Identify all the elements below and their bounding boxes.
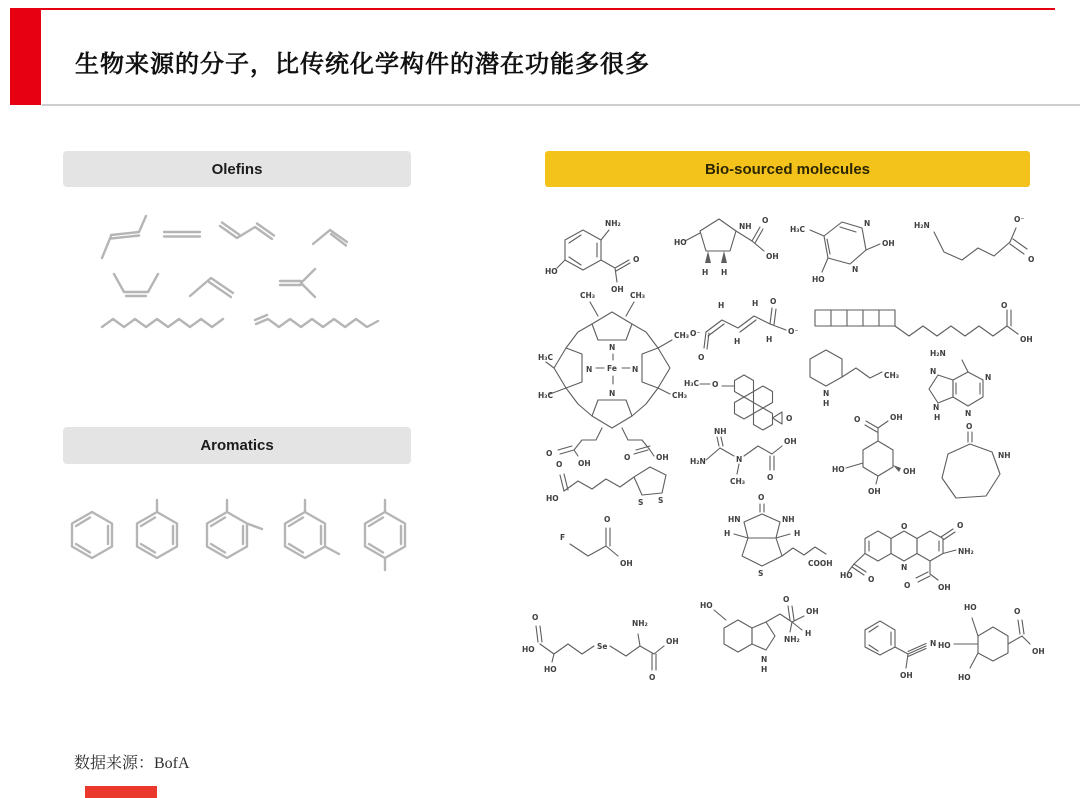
red-bottom-accent [85, 786, 157, 798]
svg-text:OH: OH [578, 459, 591, 468]
molecule-lipoic-acid [546, 445, 696, 507]
cis-2-butene-icon [114, 274, 158, 296]
trans-2-butene-icon [102, 216, 146, 258]
isobutylene-icon [280, 269, 315, 297]
svg-text:H: H [721, 268, 728, 277]
svg-text:HO: HO [958, 673, 971, 682]
svg-text:OH: OH [620, 559, 633, 568]
svg-text:HO: HO [832, 465, 845, 474]
svg-text:O: O [783, 595, 790, 604]
svg-text:O: O [770, 297, 777, 306]
molecule-amino-hydroxybenzoic-acid [545, 212, 665, 292]
svg-text:O⁻: O⁻ [1014, 215, 1025, 224]
svg-text:HO: HO [674, 238, 687, 247]
svg-text:H₂N: H₂N [914, 221, 930, 230]
svg-text:CH₃: CH₃ [730, 477, 746, 486]
molecule-hydroxyproline [672, 205, 787, 293]
svg-text:N: N [852, 265, 859, 274]
svg-text:HO: HO [840, 571, 853, 580]
toluene-icon [137, 500, 177, 558]
svg-text:H: H [823, 399, 830, 408]
svg-text:Se: Se [597, 642, 608, 651]
svg-text:H: H [766, 335, 773, 344]
svg-text:HO: HO [544, 665, 557, 674]
svg-text:OH: OH [1032, 647, 1045, 656]
svg-text:N: N [930, 367, 937, 376]
svg-text:H₃C: H₃C [790, 225, 806, 234]
svg-text:O: O [904, 581, 911, 590]
svg-text:HO: HO [964, 603, 977, 612]
svg-text:O: O [712, 380, 719, 389]
molecule-aminobutyric-acid [910, 208, 1040, 283]
svg-text:O: O [633, 255, 640, 264]
svg-text:O: O [1014, 607, 1021, 616]
svg-text:H: H [724, 529, 731, 538]
svg-text:S: S [758, 569, 764, 578]
svg-text:N: N [609, 389, 616, 398]
svg-text:NH: NH [782, 515, 795, 524]
svg-text:H₂N: H₂N [690, 457, 706, 466]
page-title: 生物来源的分子，比传统化学构件的潜在功能多很多 [75, 51, 650, 78]
svg-text:O: O [767, 473, 774, 482]
svg-text:O: O [649, 673, 656, 682]
svg-text:O: O [868, 575, 875, 584]
svg-text:CH₃: CH₃ [630, 291, 646, 300]
svg-text:H: H [702, 268, 709, 277]
svg-text:H: H [934, 413, 941, 422]
svg-text:HO: HO [700, 601, 713, 610]
svg-text:N: N [609, 343, 616, 352]
p-xylene-icon [365, 500, 405, 570]
long-chain-olefin-2-icon [255, 315, 378, 327]
svg-text:CH₃: CH₃ [674, 331, 690, 340]
svg-text:H₃C: H₃C [684, 379, 700, 388]
svg-text:H₃C: H₃C [538, 353, 554, 362]
svg-text:H: H [805, 629, 812, 638]
svg-text:OH: OH [656, 453, 669, 462]
svg-text:O: O [698, 353, 705, 362]
svg-text:OH: OH [766, 252, 779, 261]
svg-text:H: H [761, 665, 768, 674]
svg-text:CH₃: CH₃ [672, 391, 688, 400]
title-divider [42, 104, 1080, 106]
svg-text:N: N [965, 409, 972, 418]
svg-text:OH: OH [1020, 335, 1033, 344]
svg-text:NH: NH [714, 427, 727, 436]
svg-text:O: O [854, 415, 861, 424]
svg-text:NH: NH [998, 451, 1011, 460]
svg-text:H₂N: H₂N [930, 349, 946, 358]
molecule-cinnabarinic-acid [840, 498, 1015, 593]
svg-text:O: O [786, 414, 793, 423]
bio-header-label: Bio-sourced molecules [704, 160, 871, 178]
butadiene-icon [220, 223, 274, 240]
svg-text:OH: OH [784, 437, 797, 446]
svg-text:N: N [761, 655, 768, 664]
svg-text:O: O [957, 521, 964, 530]
molecule-methylpyrimidine-diol [790, 210, 905, 288]
svg-text:N: N [586, 365, 593, 374]
svg-text:N: N [901, 563, 908, 572]
svg-text:O: O [758, 493, 765, 502]
svg-text:H₃C: H₃C [538, 391, 554, 400]
benzene-icon [72, 512, 112, 558]
svg-text:NH₂: NH₂ [632, 619, 648, 628]
o-xylene-icon [207, 500, 262, 558]
svg-text:S: S [638, 498, 644, 507]
ethylene-icon [164, 232, 200, 237]
molecule-biotin [686, 492, 836, 584]
red-accent-block [10, 8, 41, 105]
svg-text:O: O [1001, 301, 1008, 310]
svg-text:OH: OH [611, 285, 624, 294]
svg-text:NH: NH [739, 222, 752, 231]
svg-text:CH₃: CH₃ [884, 371, 900, 380]
svg-text:O: O [532, 613, 539, 622]
molecule-gallic-acid [938, 596, 1043, 684]
svg-text:HN: HN [728, 515, 741, 524]
svg-text:OH: OH [900, 671, 913, 680]
aromatics-structures-icon [60, 495, 420, 580]
svg-text:O⁻: O⁻ [788, 327, 799, 336]
svg-text:H: H [718, 301, 725, 310]
molecule-heme-porphyrin [538, 288, 693, 468]
svg-text:F: F [560, 533, 566, 542]
molecule-5-hydroxytryptophan [698, 594, 838, 692]
molecule-piperidine-alkaloid [792, 340, 902, 408]
svg-text:N: N [632, 365, 639, 374]
svg-text:O: O [624, 453, 631, 462]
svg-text:COOH: COOH [808, 559, 833, 568]
svg-text:HO: HO [546, 494, 559, 503]
svg-text:O: O [556, 460, 563, 469]
svg-text:HO: HO [522, 645, 535, 654]
svg-text:OH: OH [666, 637, 679, 646]
svg-text:H: H [752, 299, 759, 308]
svg-text:HO: HO [545, 267, 558, 276]
olefins-header [63, 151, 411, 187]
molecule-mandelonitrile [850, 602, 950, 682]
svg-text:O: O [604, 515, 611, 524]
svg-text:OH: OH [868, 487, 881, 496]
svg-text:S: S [658, 496, 664, 505]
svg-text:N: N [823, 389, 830, 398]
data-source-note: 数据来源：BofA [74, 755, 190, 772]
red-top-line [35, 8, 1055, 10]
svg-text:H: H [794, 529, 801, 538]
propylene-icon [313, 230, 347, 246]
svg-text:OH: OH [882, 239, 895, 248]
m-xylene-icon [285, 500, 339, 558]
svg-text:NH₂: NH₂ [958, 547, 974, 556]
olefins-structures-icon [60, 200, 420, 350]
butene-icon [190, 278, 233, 297]
svg-text:OH: OH [890, 413, 903, 422]
svg-text:NH₂: NH₂ [605, 219, 621, 228]
svg-text:N: N [985, 373, 992, 382]
svg-text:Fe: Fe [607, 364, 617, 373]
svg-text:NH₂: NH₂ [784, 635, 800, 644]
svg-text:O⁻: O⁻ [690, 329, 701, 338]
olefins-header-label: Olefins [211, 160, 263, 178]
molecule-selenocystathionine [522, 600, 702, 684]
aromatics-header-label: Aromatics [200, 437, 274, 454]
svg-text:O: O [546, 449, 553, 458]
bio-header [545, 151, 1030, 187]
svg-text:CH₃: CH₃ [580, 291, 596, 300]
molecule-creatine [690, 422, 815, 502]
svg-text:O: O [966, 422, 973, 431]
svg-text:HO: HO [812, 275, 825, 284]
svg-text:N: N [864, 219, 871, 228]
long-chain-olefin-1-icon [102, 319, 223, 327]
svg-text:N: N [736, 455, 743, 464]
molecule-quinic-acid [830, 408, 925, 496]
svg-text:HO: HO [938, 641, 951, 650]
svg-text:H: H [734, 337, 741, 346]
svg-text:O: O [1028, 255, 1035, 264]
svg-text:O: O [901, 522, 908, 531]
svg-text:N: N [933, 403, 940, 412]
svg-text:N: N [930, 639, 937, 648]
svg-text:O: O [762, 216, 769, 225]
aromatics-header [63, 427, 411, 464]
svg-text:OH: OH [903, 467, 916, 476]
svg-text:OH: OH [806, 607, 819, 616]
molecule-fluoroacetic-acid [550, 508, 670, 580]
svg-text:OH: OH [938, 583, 951, 592]
